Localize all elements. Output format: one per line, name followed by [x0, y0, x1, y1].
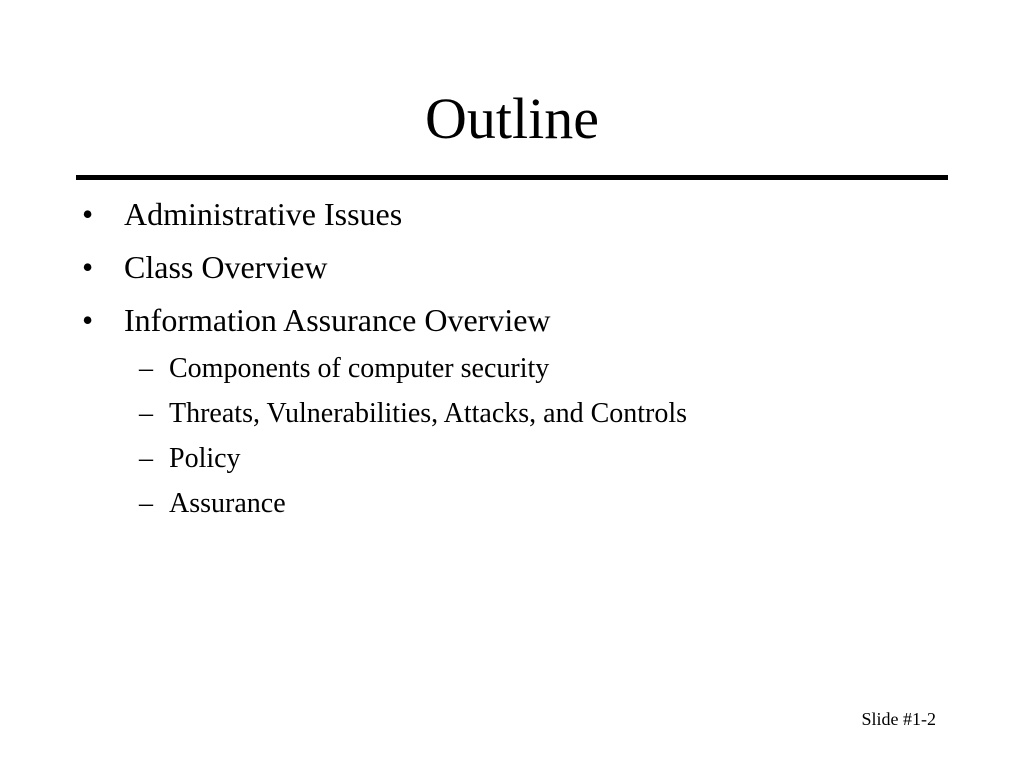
- slide-title: Outline: [425, 86, 599, 151]
- subbullet-text: Assurance: [169, 488, 286, 519]
- subbullet-item-policy: [82, 441, 962, 486]
- subbullet-text: Threats, Vulnerabilities, Attacks, and Controls: [169, 398, 688, 429]
- subbullet-item-assurance: [82, 486, 962, 531]
- bullet-item-administrative-issues: [82, 192, 962, 245]
- subbullet-text: Components of computer security: [169, 353, 550, 384]
- dash-bullet-icon: –: [139, 353, 153, 384]
- subbullet-item-components: [82, 351, 962, 396]
- bullet-item-class-overview: [82, 245, 962, 298]
- subbullet-item-threats: [82, 396, 962, 441]
- bullet-icon: •: [82, 302, 94, 338]
- dash-bullet-icon: –: [139, 398, 153, 429]
- bullet-icon: •: [82, 196, 94, 232]
- bullet-text: Class Overview: [124, 249, 328, 285]
- title-divider-line: [76, 175, 948, 180]
- bullet-icon: •: [82, 249, 94, 285]
- dash-bullet-icon: –: [139, 443, 153, 474]
- dash-bullet-icon: –: [139, 488, 153, 519]
- slide-number-footer: Slide #1-2: [861, 709, 936, 729]
- bullet-text: Administrative Issues: [124, 196, 403, 232]
- bullet-item-information-assurance-overview: [82, 298, 962, 351]
- bullet-text: Information Assurance Overview: [124, 302, 551, 338]
- slide-content: [82, 192, 962, 531]
- subbullet-text: Policy: [169, 443, 241, 474]
